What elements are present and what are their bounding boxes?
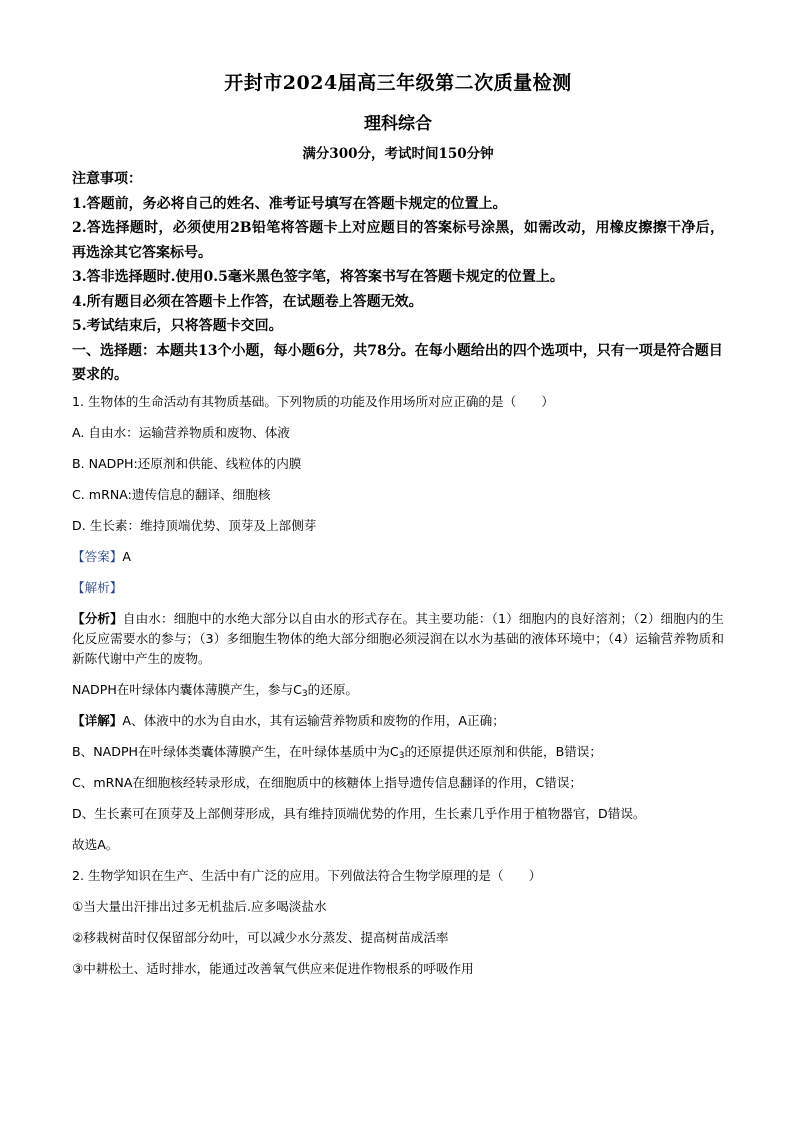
q1-xiangjie-b [72, 737, 724, 768]
exam-title: 开封市2024届高三年级第二次质量检测 [224, 72, 572, 94]
notice-heading: 注意事项： [72, 171, 142, 187]
notice-item-3: 3.答非选择题时.使用0.5毫米黑色签字笔，将答案书写在答题卡规定的位置上。 [72, 269, 564, 285]
q1-answer: A [122, 548, 131, 564]
q1-fenxi-text: 自由水：细胞中的水绝大部分以自由水的形式存在。其主要功能：（1）细胞内的良好溶剂；（2）细胞内的生化反应需要水的参与；（3）多细胞生物体的绝大部分细胞必须浸润在以水为基础的液体环境中；（4）运输营养物质和新陈代谢中产生的废物。 [72, 610, 724, 666]
nadph-text-a: NADPH在叶绿体内囊体薄膜产生，参与C [72, 681, 302, 697]
notice-item-2: 2.答选择题时，必须使用2B铅笔将答题卡上对应题目的答案标号涂黑，如需改动，用橡皮擦擦干净后，再选涂其它答案标号。 [72, 220, 724, 261]
q2-item-3: ③中耕松土、适时排水，能通过改善氧气供应来促进作物根系的呼吸作用 [72, 960, 474, 976]
nadph-text-b: 的还原。 [307, 681, 359, 697]
q1-option-c: C. mRNA:遗传信息的翻译、细胞核 [72, 486, 271, 502]
q1-answer-line [72, 542, 724, 573]
q1-xiangjie-a [72, 706, 724, 737]
notice-item-5: 5.考试结束后，只将答题卡交回。 [72, 318, 283, 334]
q1-xiangjie-c: C、mRNA在细胞核经转录形成，在细胞质中的核糖体上指导遗传信息翻译的作用，C错误； [72, 774, 583, 790]
nadph-subscript: 3 [301, 688, 308, 699]
q2-item-2: ②移栽树苗时仅保留部分幼叶，可以减少水分蒸发、提高树苗成活率 [72, 929, 449, 945]
q1-option-a: A. 自由水：运输营养物质和废物、体液 [72, 424, 290, 440]
q1-analysis-line [72, 573, 724, 604]
q1-fenxi [72, 604, 724, 675]
fenxi-tag: 【分析】 [72, 610, 123, 626]
q1-xiangjie-d: D、生长素可在顶芽及上部侧芽形成，具有维持顶端优势的作用，生长素几乎作用于植物器官，D错误。 [72, 805, 646, 821]
answer-tag: 【答案】 [72, 548, 123, 564]
xiangjie-a-text: A、体液中的水为自由水，其有运输营养物质和废物的作用，A正确； [122, 712, 505, 728]
q1-stem: 1. 生物体的生命活动有其物质基础。下列物质的功能及作用场所对应正确的是（ ） [72, 393, 554, 409]
notice-item-4: 4.所有题目必须在答题卡上作答，在试题卷上答题无效。 [72, 293, 423, 310]
analysis-tag: 【解析】 [72, 579, 123, 595]
q1-conclusion: 故选A。 [72, 836, 119, 852]
xiangjie-b-text-2: 的还原提供还原剂和供能，B错误； [404, 743, 602, 759]
xiangjie-b-subscript: 3 [398, 750, 405, 761]
q1-option-d: D. 生长素：维持顶端优势、顶芽及上部侧芽 [72, 517, 317, 533]
q1-nadph-note [72, 675, 724, 706]
xiangjie-tag: 【详解】 [72, 712, 123, 728]
xiangjie-b-text-1: B、NADPH在叶绿体类囊体薄膜产生，在叶绿体基质中为C [72, 743, 399, 759]
q2-stem: 2. 生物学知识在生产、生活中有广泛的应用。下列做法符合生物学原理的是（ ） [72, 867, 542, 883]
q2-item-1: ①当大量出汗排出过多无机盐后.应多喝淡盐水 [72, 898, 327, 914]
section-heading: 一、选择题：本题共13个小题，每小题6分，共78分。在每小题给出的四个选项中，只有一项是符合题目要求的。 [72, 342, 723, 383]
exam-subject: 理科综合 [364, 114, 432, 134]
q1-option-b: B. NADPH:还原剂和供能、线粒体的内膜 [72, 455, 302, 471]
notice-item-1: 1.答题前，务必将自己的姓名、准考证号填写在答题卡规定的位置上。 [72, 195, 507, 212]
score-time-line: 满分300分，考试时间150分钟 [302, 146, 494, 162]
